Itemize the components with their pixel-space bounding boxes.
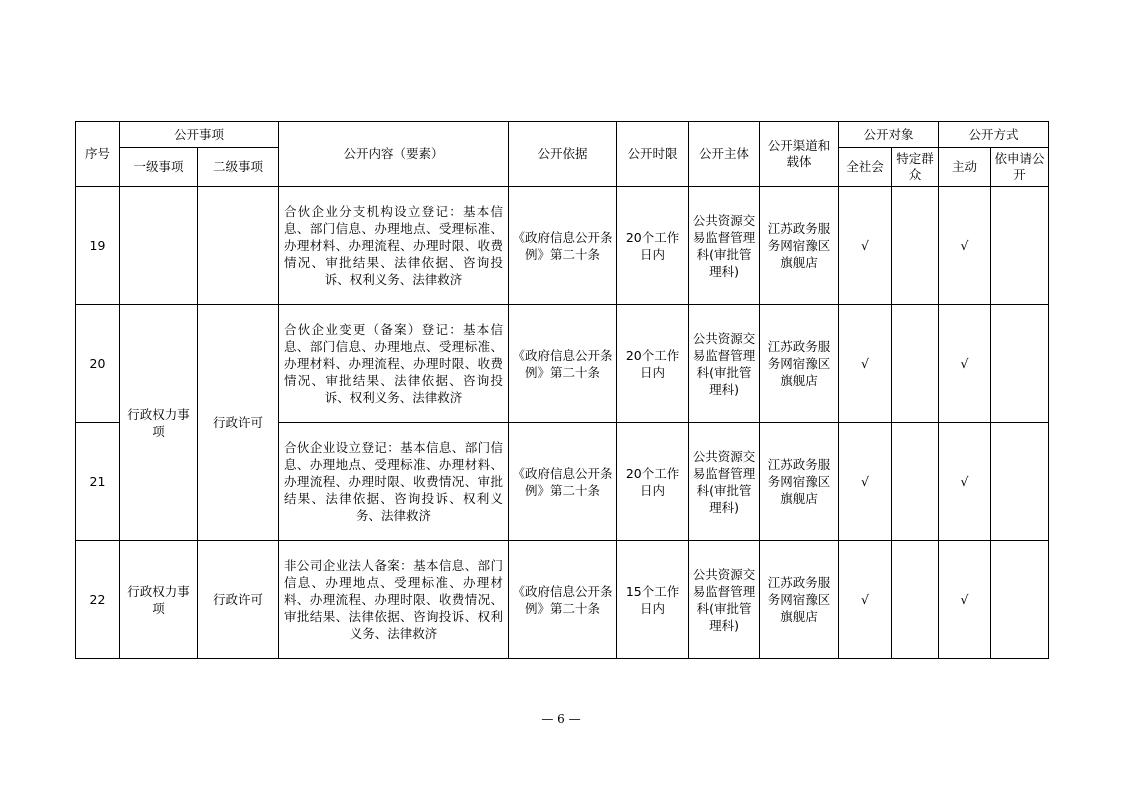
cell-method-active: √ [939, 305, 991, 423]
cell-channel: 江苏政务服务网宿豫区旗舰店 [760, 541, 839, 659]
cell-method-apply [991, 187, 1049, 305]
cell-method-active: √ [939, 187, 991, 305]
header-subject: 公开主体 [689, 122, 760, 187]
cell-level2 [198, 187, 279, 305]
header-seq: 序号 [76, 122, 120, 187]
cell-object-specific [892, 423, 939, 541]
cell-channel: 江苏政务服务网宿豫区旗舰店 [760, 423, 839, 541]
cell-method-active: √ [939, 541, 991, 659]
cell-subject: 公共资源交易监督管理科(审批管理科) [689, 541, 760, 659]
header-object: 公开对象 [839, 122, 939, 148]
cell-subject: 公共资源交易监督管理科(审批管理科) [689, 187, 760, 305]
table-row [76, 541, 1049, 659]
cell-method-apply [991, 305, 1049, 423]
cell-object-specific [892, 541, 939, 659]
cell-object-all: √ [839, 541, 892, 659]
header-object-all: 全社会 [839, 148, 892, 187]
cell-seq: 22 [76, 541, 120, 659]
header-channel: 公开渠道和载体 [760, 122, 839, 187]
cell-subject: 公共资源交易监督管理科(审批管理科) [689, 423, 760, 541]
header-content: 公开内容（要素） [279, 122, 509, 187]
cell-seq: 21 [76, 423, 120, 541]
cell-time-limit: 20个工作日内 [617, 423, 689, 541]
cell-object-all: √ [839, 305, 892, 423]
cell-basis: 《政府信息公开条例》第二十条 [509, 187, 617, 305]
cell-content: 合伙企业设立登记：基本信息、部门信息、办理地点、受理标准、办理材料、办理流程、办理时限、收费情况、审批结果、法律依据、咨询投诉、权利义务、法律救济 [279, 423, 509, 541]
header-level1: 一级事项 [120, 148, 198, 187]
cell-level2: 行政许可 [198, 305, 279, 541]
page-number: — 6 — [541, 712, 581, 726]
cell-method-active: √ [939, 423, 991, 541]
cell-level2: 行政许可 [198, 541, 279, 659]
cell-seq: 19 [76, 187, 120, 305]
disclosure-table [75, 121, 1049, 659]
cell-basis: 《政府信息公开条例》第二十条 [509, 305, 617, 423]
cell-level1: 行政权力事项 [120, 305, 198, 541]
cell-level1: 行政权力事项 [120, 541, 198, 659]
header-row-1 [76, 122, 1049, 148]
cell-object-specific [892, 305, 939, 423]
cell-method-apply [991, 541, 1049, 659]
header-basis: 公开依据 [509, 122, 617, 187]
header-method: 公开方式 [939, 122, 1049, 148]
cell-channel: 江苏政务服务网宿豫区旗舰店 [760, 305, 839, 423]
table-row [76, 305, 1049, 423]
header-object-specific: 特定群众 [892, 148, 939, 187]
cell-method-apply [991, 423, 1049, 541]
cell-level1 [120, 187, 198, 305]
cell-content: 合伙企业变更（备案）登记：基本信息、部门信息、办理地点、受理标准、办理材料、办理流程、办理时限、收费情况、审批结果、法律依据、咨询投诉、权利义务、法律救济 [279, 305, 509, 423]
header-method-apply: 依申请公开 [991, 148, 1049, 187]
cell-subject: 公共资源交易监督管理科(审批管理科) [689, 305, 760, 423]
cell-basis: 《政府信息公开条例》第二十条 [509, 423, 617, 541]
header-level2: 二级事项 [198, 148, 279, 187]
cell-object-specific [892, 187, 939, 305]
header-item: 公开事项 [120, 122, 279, 148]
cell-content: 合伙企业分支机构设立登记：基本信息、部门信息、办理地点、受理标准、办理材料、办理流程、办理时限、收费情况、审批结果、法律依据、咨询投诉、权利义务、法律救济 [279, 187, 509, 305]
table-row [76, 187, 1049, 305]
cell-basis: 《政府信息公开条例》第二十条 [509, 541, 617, 659]
header-time-limit: 公开时限 [617, 122, 689, 187]
header-method-active: 主动 [939, 148, 991, 187]
cell-object-all: √ [839, 187, 892, 305]
cell-time-limit: 20个工作日内 [617, 305, 689, 423]
cell-content: 非公司企业法人备案：基本信息、部门信息、办理地点、受理标准、办理材料、办理流程、办理时限、收费情况、审批结果、法律依据、咨询投诉、权利义务、法律救济 [279, 541, 509, 659]
cell-time-limit: 15个工作日内 [617, 541, 689, 659]
cell-seq: 20 [76, 305, 120, 423]
cell-object-all: √ [839, 423, 892, 541]
cell-channel: 江苏政务服务网宿豫区旗舰店 [760, 187, 839, 305]
cell-time-limit: 20个工作日内 [617, 187, 689, 305]
